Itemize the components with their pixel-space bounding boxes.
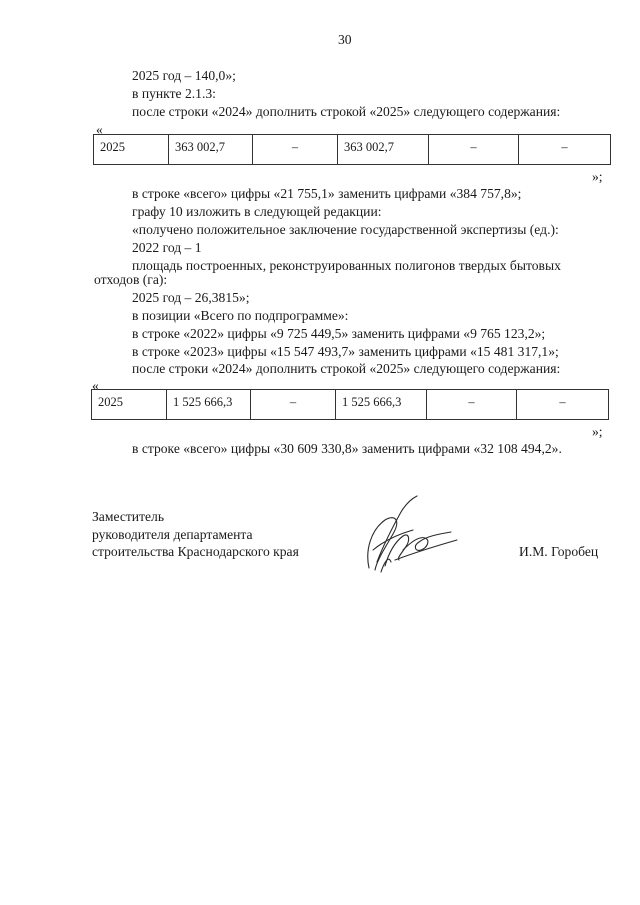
text-line: «получено положительное заключение государственной экспертизы (ед.): — [132, 222, 559, 237]
inserted-row-table — [93, 134, 611, 165]
table-cell: 2025 — [94, 135, 169, 164]
text-line: площадь построенных, реконструированных полигонов твердых бытовых — [132, 258, 561, 273]
table-cell: 363 002,7 — [338, 135, 429, 164]
table-cell: – — [561, 140, 568, 154]
table-cell: 363 002,7 — [169, 135, 253, 164]
text-line: в строке «всего» цифры «30 609 330,8» заменить цифрами «32 108 494,2». — [132, 441, 562, 456]
inserted-row-table — [91, 389, 609, 420]
table-cell: 1 525 666,3 — [336, 390, 427, 419]
table-cell: 2025 — [92, 390, 167, 419]
text-line: 2025 год – 140,0»; — [132, 68, 236, 83]
text-line: отходов (га): — [94, 272, 168, 287]
signatory-name: И.М. Горобец — [519, 544, 599, 559]
text-line: в позиции «Всего по подпрограмме»: — [132, 308, 349, 323]
open-quote: « — [96, 122, 103, 137]
text-line: в строке «2022» цифры «9 725 449,5» заменить цифрами «9 765 123,2»; — [132, 326, 546, 341]
text-line: 2022 год – 1 — [132, 240, 202, 255]
open-quote: « — [92, 378, 99, 393]
table-cell: – — [251, 390, 336, 419]
signatory-title: Заместитель — [92, 509, 165, 524]
text-line: после строки «2024» дополнить строкой «2025» следующего содержания: — [132, 361, 561, 376]
text-line: в строке «2023» цифры «15 547 493,7» заменить цифрами «15 481 317,1»; — [132, 344, 559, 359]
close-quote: »; — [592, 169, 603, 184]
table-cell: – — [427, 390, 517, 419]
table-cell: – — [253, 135, 338, 164]
text-line: в пункте 2.1.3: — [132, 86, 216, 101]
table-cell: – — [559, 395, 566, 409]
close-quote: »; — [592, 424, 603, 439]
table-cell: 1 525 666,3 — [167, 390, 251, 419]
text-line: в строке «всего» цифры «21 755,1» заменить цифрами «384 757,8»; — [132, 186, 522, 201]
page-number: 30 — [338, 32, 352, 47]
signatory-title: руководителя департамента — [92, 527, 253, 542]
table-cell: – — [429, 135, 519, 164]
handwritten-signature — [355, 490, 465, 580]
text-line: графу 10 изложить в следующей редакции: — [132, 204, 382, 219]
signatory-title: строительства Краснодарского края — [92, 544, 299, 559]
text-line: после строки «2024» дополнить строкой «2025» следующего содержания: — [132, 104, 561, 119]
text-line: 2025 год – 26,3815»; — [132, 290, 250, 305]
